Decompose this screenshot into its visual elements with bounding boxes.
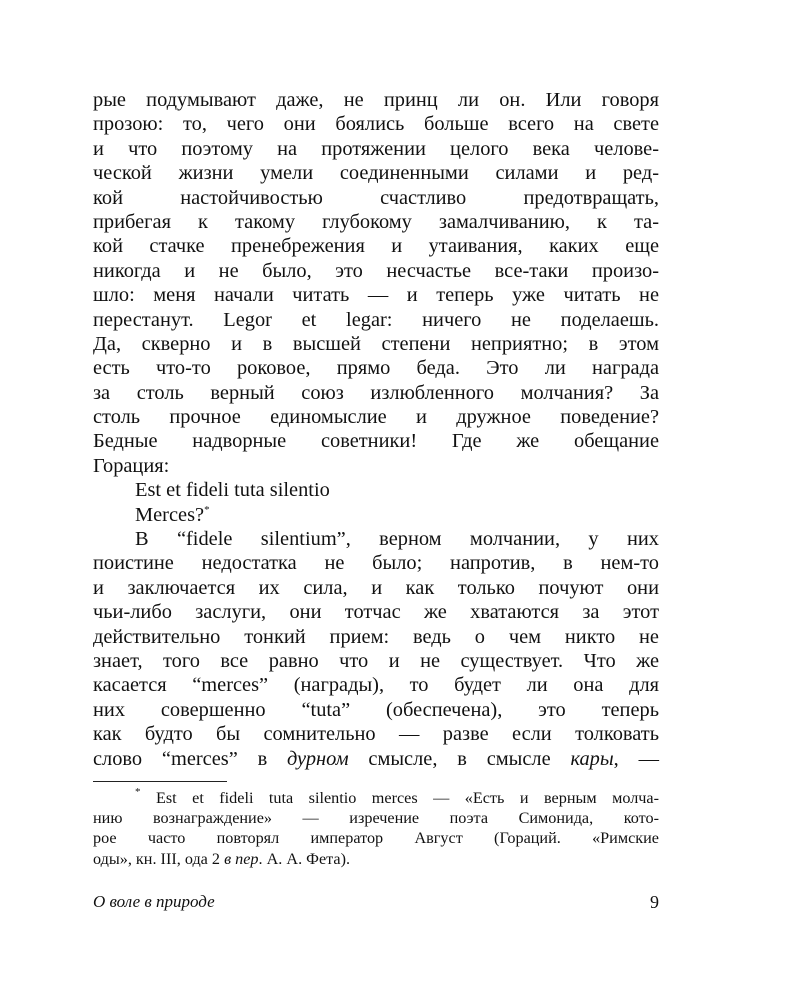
text-line: шло: меня начали читать — и теперь уже читать не bbox=[93, 284, 659, 307]
text-line: поистине недостатка не было; напротив, в нем-то bbox=[93, 552, 659, 575]
text-line: прозою: то, чего они боялись больше всего на свете bbox=[93, 113, 659, 136]
footnote-text: . А. А. Фета). bbox=[258, 849, 351, 868]
footnote-line bbox=[93, 785, 659, 808]
text-line: знает, того все равно что и не существует. Что же bbox=[93, 649, 659, 672]
text-line: Да, скверно и в высшей степени неприятно; в этом bbox=[93, 332, 659, 355]
text-span: слово “merces” в bbox=[93, 747, 288, 770]
footnote-line: рое часто повторял император Август (Гораций. «Римские bbox=[93, 829, 659, 848]
text-span: смысле, в смысле bbox=[348, 747, 571, 770]
text-line: за столь верный союз излюбленного молчания? За bbox=[93, 381, 659, 404]
verse-line bbox=[93, 478, 659, 502]
footnote-text: Est et fideli tuta silentio merces — «Есть и верным молча- bbox=[140, 788, 659, 807]
verse-text: Est et fideli tuta silentio bbox=[135, 479, 330, 502]
page-text-block bbox=[93, 88, 659, 869]
verse-line bbox=[93, 503, 659, 527]
running-title: О воле в природе bbox=[93, 892, 215, 911]
text-line: и заключается их сила, и как только почуют они bbox=[93, 576, 659, 599]
text-line: никогда и не было, это несчастье все-таки произо- bbox=[93, 259, 659, 282]
text-line: Бедные надворные советники! Где же обещание bbox=[93, 430, 659, 453]
text-line: них совершенно “tuta” (обеспечена), это теперь bbox=[93, 698, 659, 721]
page-number: 9 bbox=[650, 892, 659, 912]
text-line: есть что-то роковое, прямо беда. Это ли награда bbox=[93, 357, 659, 380]
text-line: ческой жизни умели соединенными силами и ред- bbox=[93, 162, 659, 185]
footnote-mark: * bbox=[135, 785, 141, 798]
footnote-separator bbox=[93, 781, 227, 782]
text-line: В “fidele silentium”, верном молчании, у них bbox=[135, 528, 659, 551]
emphasis-text: дурном bbox=[287, 747, 349, 770]
text-line: прибегая к такому глубокому замалчиванию, к та- bbox=[93, 210, 659, 233]
text-line: кой настойчивостью счастливо предотвращать, bbox=[93, 186, 659, 209]
emphasis-text: кары bbox=[570, 747, 614, 770]
verse-text: Merces? bbox=[135, 503, 205, 526]
text-line: перестанут. Legor et legar: ничего не поделаешь. bbox=[93, 308, 659, 331]
footnote-line: нию вознаграждение» — изречение поэта Симонида, кото- bbox=[93, 809, 659, 828]
footnote bbox=[93, 785, 659, 869]
text-line: действительно тонкий прием: ведь о чем никто не bbox=[93, 625, 659, 648]
text-line: кой стачке пренебрежения и утаивания, каких еще bbox=[93, 235, 659, 258]
emphasis-text: в пер bbox=[224, 849, 259, 868]
text-line bbox=[93, 747, 659, 771]
text-line: чьи-либо заслуги, они тотчас же хватаются за этот bbox=[93, 601, 659, 624]
text-line: Горация: bbox=[93, 454, 170, 477]
footnote-line bbox=[93, 849, 659, 869]
footnote-text: оды», кн. III, ода 2 bbox=[93, 849, 225, 868]
text-span: , — bbox=[613, 747, 659, 770]
text-line: как будто бы сомнительно — разве если толковать bbox=[93, 723, 659, 746]
footnote-reference: * bbox=[204, 503, 210, 516]
text-line: столь прочное единомыслие и дружное поведение? bbox=[93, 406, 659, 429]
page-footer bbox=[93, 890, 659, 914]
text-line: и что поэтому на протяжении целого века челове- bbox=[93, 137, 659, 160]
text-line: рые подумывают даже, не принц ли он. Или говоря bbox=[93, 89, 659, 111]
text-line: касается “merces” (награды), то будет ли она для bbox=[93, 674, 659, 697]
